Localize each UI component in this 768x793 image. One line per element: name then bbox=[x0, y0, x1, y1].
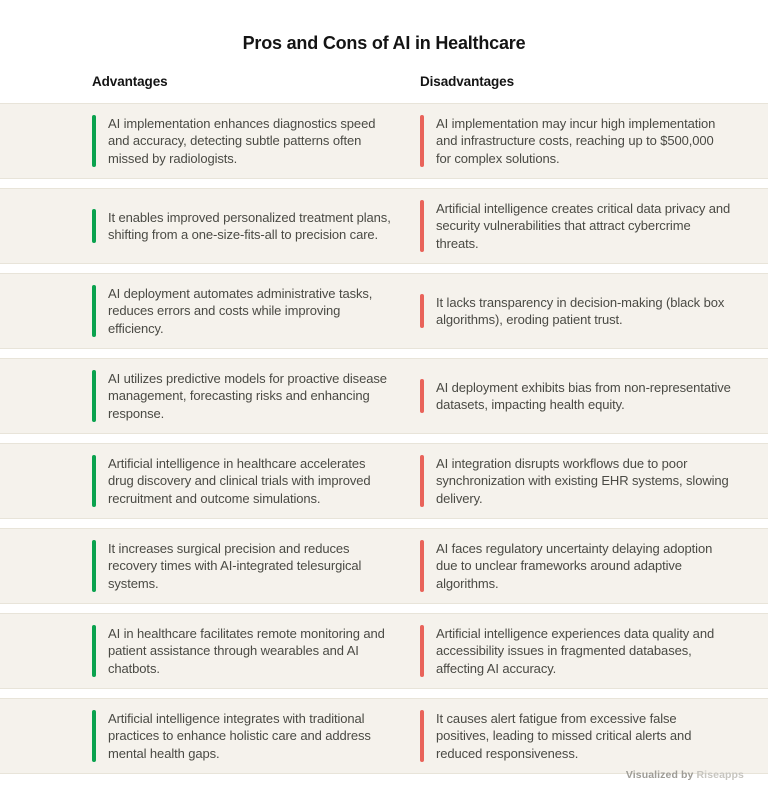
disadvantage-text: It lacks transparency in decision-making (black box algorithms), eroding patient trust. bbox=[436, 294, 725, 327]
comparison-table bbox=[0, 103, 768, 774]
advantage-text: AI deployment automates administrative tasks, reduces errors and costs while improving efficiency. bbox=[108, 286, 373, 336]
disadvantage-cell bbox=[420, 455, 742, 507]
disadvantage-cell bbox=[420, 115, 742, 167]
disadvantage-cell bbox=[420, 625, 742, 677]
table-row bbox=[0, 188, 768, 264]
disadvantage-text: It causes alert fatigue from excessive false positives, leading to missed critical alerts and reduced responsiveness. bbox=[436, 711, 692, 761]
footer-label: Visualized by bbox=[625, 769, 694, 781]
disadvantages-column-header: Disadvantages bbox=[420, 74, 514, 89]
advantage-cell bbox=[92, 455, 420, 507]
advantage-cell bbox=[92, 625, 420, 677]
disadvantage-accent-bar bbox=[420, 115, 424, 167]
disadvantage-cell bbox=[420, 540, 742, 592]
advantage-text: AI in healthcare facilitates remote monitoring and patient assistance through wearables and AI chatbots. bbox=[108, 626, 385, 676]
disadvantage-accent-bar bbox=[420, 455, 424, 507]
disadvantage-accent-bar bbox=[420, 200, 424, 252]
disadvantage-accent-bar bbox=[420, 294, 424, 329]
disadvantage-accent-bar bbox=[420, 625, 424, 677]
disadvantage-cell bbox=[420, 200, 742, 252]
disadvantage-text: Artificial intelligence creates critical data privacy and security vulnerabilities that attract cybercrime threats. bbox=[436, 201, 731, 251]
table-row bbox=[0, 698, 768, 774]
advantage-cell bbox=[92, 370, 420, 422]
advantage-accent-bar bbox=[92, 285, 96, 337]
table-row bbox=[0, 443, 768, 519]
disadvantage-text: AI deployment exhibits bias from non-representative datasets, impacting health equity. bbox=[436, 379, 731, 412]
table-row bbox=[0, 528, 768, 604]
table-row bbox=[0, 103, 768, 179]
advantage-accent-bar bbox=[92, 710, 96, 762]
advantage-text: Artificial intelligence in healthcare accelerates drug discovery and clinical trials with improved recruitment and outcome simulations. bbox=[108, 456, 371, 506]
table-row bbox=[0, 613, 768, 689]
advantage-text: It increases surgical precision and reduces recovery times with AI-integrated telesurgical systems. bbox=[108, 541, 362, 591]
page-title: Pros and Cons of AI in Healthcare bbox=[242, 33, 526, 53]
footer-brand: Riseapps bbox=[696, 769, 744, 781]
disadvantage-text: Artificial intelligence experiences data quality and accessibility issues in fragmented databases, affecting AI accuracy. bbox=[436, 626, 715, 676]
disadvantage-text: AI implementation may incur high implementation and infrastructure costs, reaching up to $500,000 for complex solutions. bbox=[436, 116, 716, 166]
advantage-accent-bar bbox=[92, 115, 96, 167]
disadvantage-accent-bar bbox=[420, 379, 424, 414]
column-headers bbox=[0, 74, 768, 89]
disadvantage-text: AI faces regulatory uncertainty delaying adoption due to unclear frameworks around adaptive algorithms. bbox=[436, 541, 713, 591]
disadvantage-cell bbox=[420, 294, 742, 329]
advantage-accent-bar bbox=[92, 540, 96, 592]
advantage-accent-bar bbox=[92, 625, 96, 677]
attribution-footer bbox=[626, 769, 744, 781]
disadvantage-cell bbox=[420, 379, 742, 414]
advantage-cell bbox=[92, 285, 420, 337]
advantage-cell bbox=[92, 540, 420, 592]
advantage-cell bbox=[92, 710, 420, 762]
advantage-text: Artificial intelligence integrates with traditional practices to enhance holistic care and address mental health gaps. bbox=[108, 711, 371, 761]
advantage-cell bbox=[92, 115, 420, 167]
advantage-accent-bar bbox=[92, 455, 96, 507]
advantage-text: AI utilizes predictive models for proactive disease management, forecasting risks and enhancing response. bbox=[108, 371, 387, 421]
advantage-text: AI implementation enhances diagnostics speed and accuracy, detecting subtle patterns often missed by radiologists. bbox=[108, 116, 376, 166]
advantage-accent-bar bbox=[92, 209, 96, 244]
table-row bbox=[0, 273, 768, 349]
advantages-column-header: Advantages bbox=[92, 74, 168, 89]
table-row bbox=[0, 358, 768, 434]
advantage-accent-bar bbox=[92, 370, 96, 422]
disadvantage-accent-bar bbox=[420, 710, 424, 762]
advantage-text: It enables improved personalized treatment plans, shifting from a one-size-fits-all to precision care. bbox=[108, 209, 391, 242]
disadvantage-cell bbox=[420, 710, 742, 762]
disadvantage-text: AI integration disrupts workflows due to poor synchronization with existing EHR systems, slowing delivery. bbox=[436, 456, 729, 506]
disadvantage-accent-bar bbox=[420, 540, 424, 592]
advantage-cell bbox=[92, 209, 420, 244]
